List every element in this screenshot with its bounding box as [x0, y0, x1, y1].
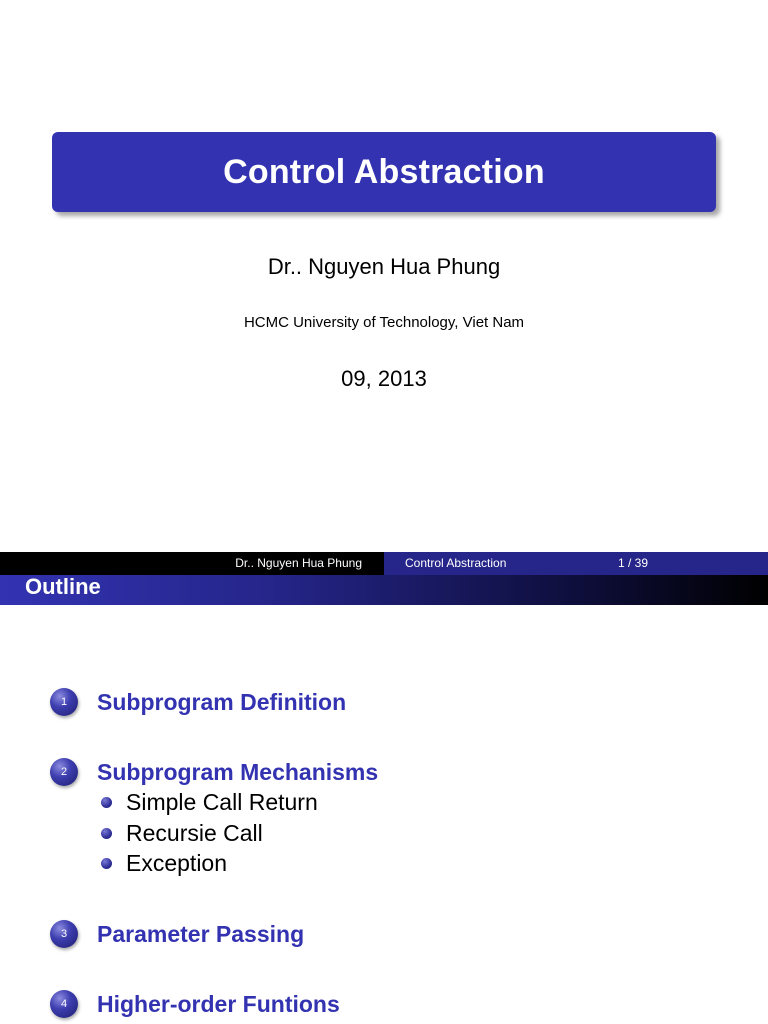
footline-author: Dr.. Nguyen Hua Phung	[235, 556, 362, 570]
outline-section-3[interactable]	[50, 920, 304, 948]
footline-author-box	[0, 552, 384, 575]
footline-title: Control Abstraction	[405, 556, 507, 570]
section-label: Parameter Passing	[97, 920, 305, 947]
bullet-icon	[101, 828, 112, 839]
frame-title: Outline	[25, 574, 101, 599]
outline-subsection[interactable]	[101, 789, 318, 816]
bullet-icon	[101, 797, 112, 808]
section-label: Higher-order Funtions	[97, 990, 340, 1017]
date: 09, 2013	[341, 366, 427, 391]
outline-section-4[interactable]	[50, 990, 340, 1018]
frame-title-bar	[0, 575, 768, 605]
outline-section-2[interactable]	[50, 758, 378, 786]
page-number: 1 / 39	[617, 556, 648, 570]
outline-subsection[interactable]	[101, 820, 263, 847]
author: Dr.. Nguyen Hua Phung	[267, 254, 501, 279]
subsection-label: Recursie Call	[126, 820, 263, 846]
section-number-ball: 1	[50, 688, 78, 716]
footline	[0, 552, 768, 575]
section-label: Subprogram Mechanisms	[97, 758, 379, 785]
institute: HCMC University of Technology, Viet Nam	[243, 314, 525, 331]
section-number-ball: 2	[50, 758, 78, 786]
section-label: Subprogram Definition	[97, 688, 347, 715]
outline-subsection[interactable]	[101, 850, 227, 877]
title-block	[52, 132, 716, 212]
slide-title: Control Abstraction	[223, 152, 545, 191]
section-number-ball: 4	[50, 990, 78, 1018]
outline-section-1[interactable]	[50, 688, 346, 716]
bullet-icon	[101, 858, 112, 869]
subsection-label: Simple Call Return	[126, 789, 318, 815]
subsection-label: Exception	[126, 850, 228, 876]
section-number-ball: 3	[50, 920, 78, 948]
footline-title-box	[384, 552, 768, 575]
